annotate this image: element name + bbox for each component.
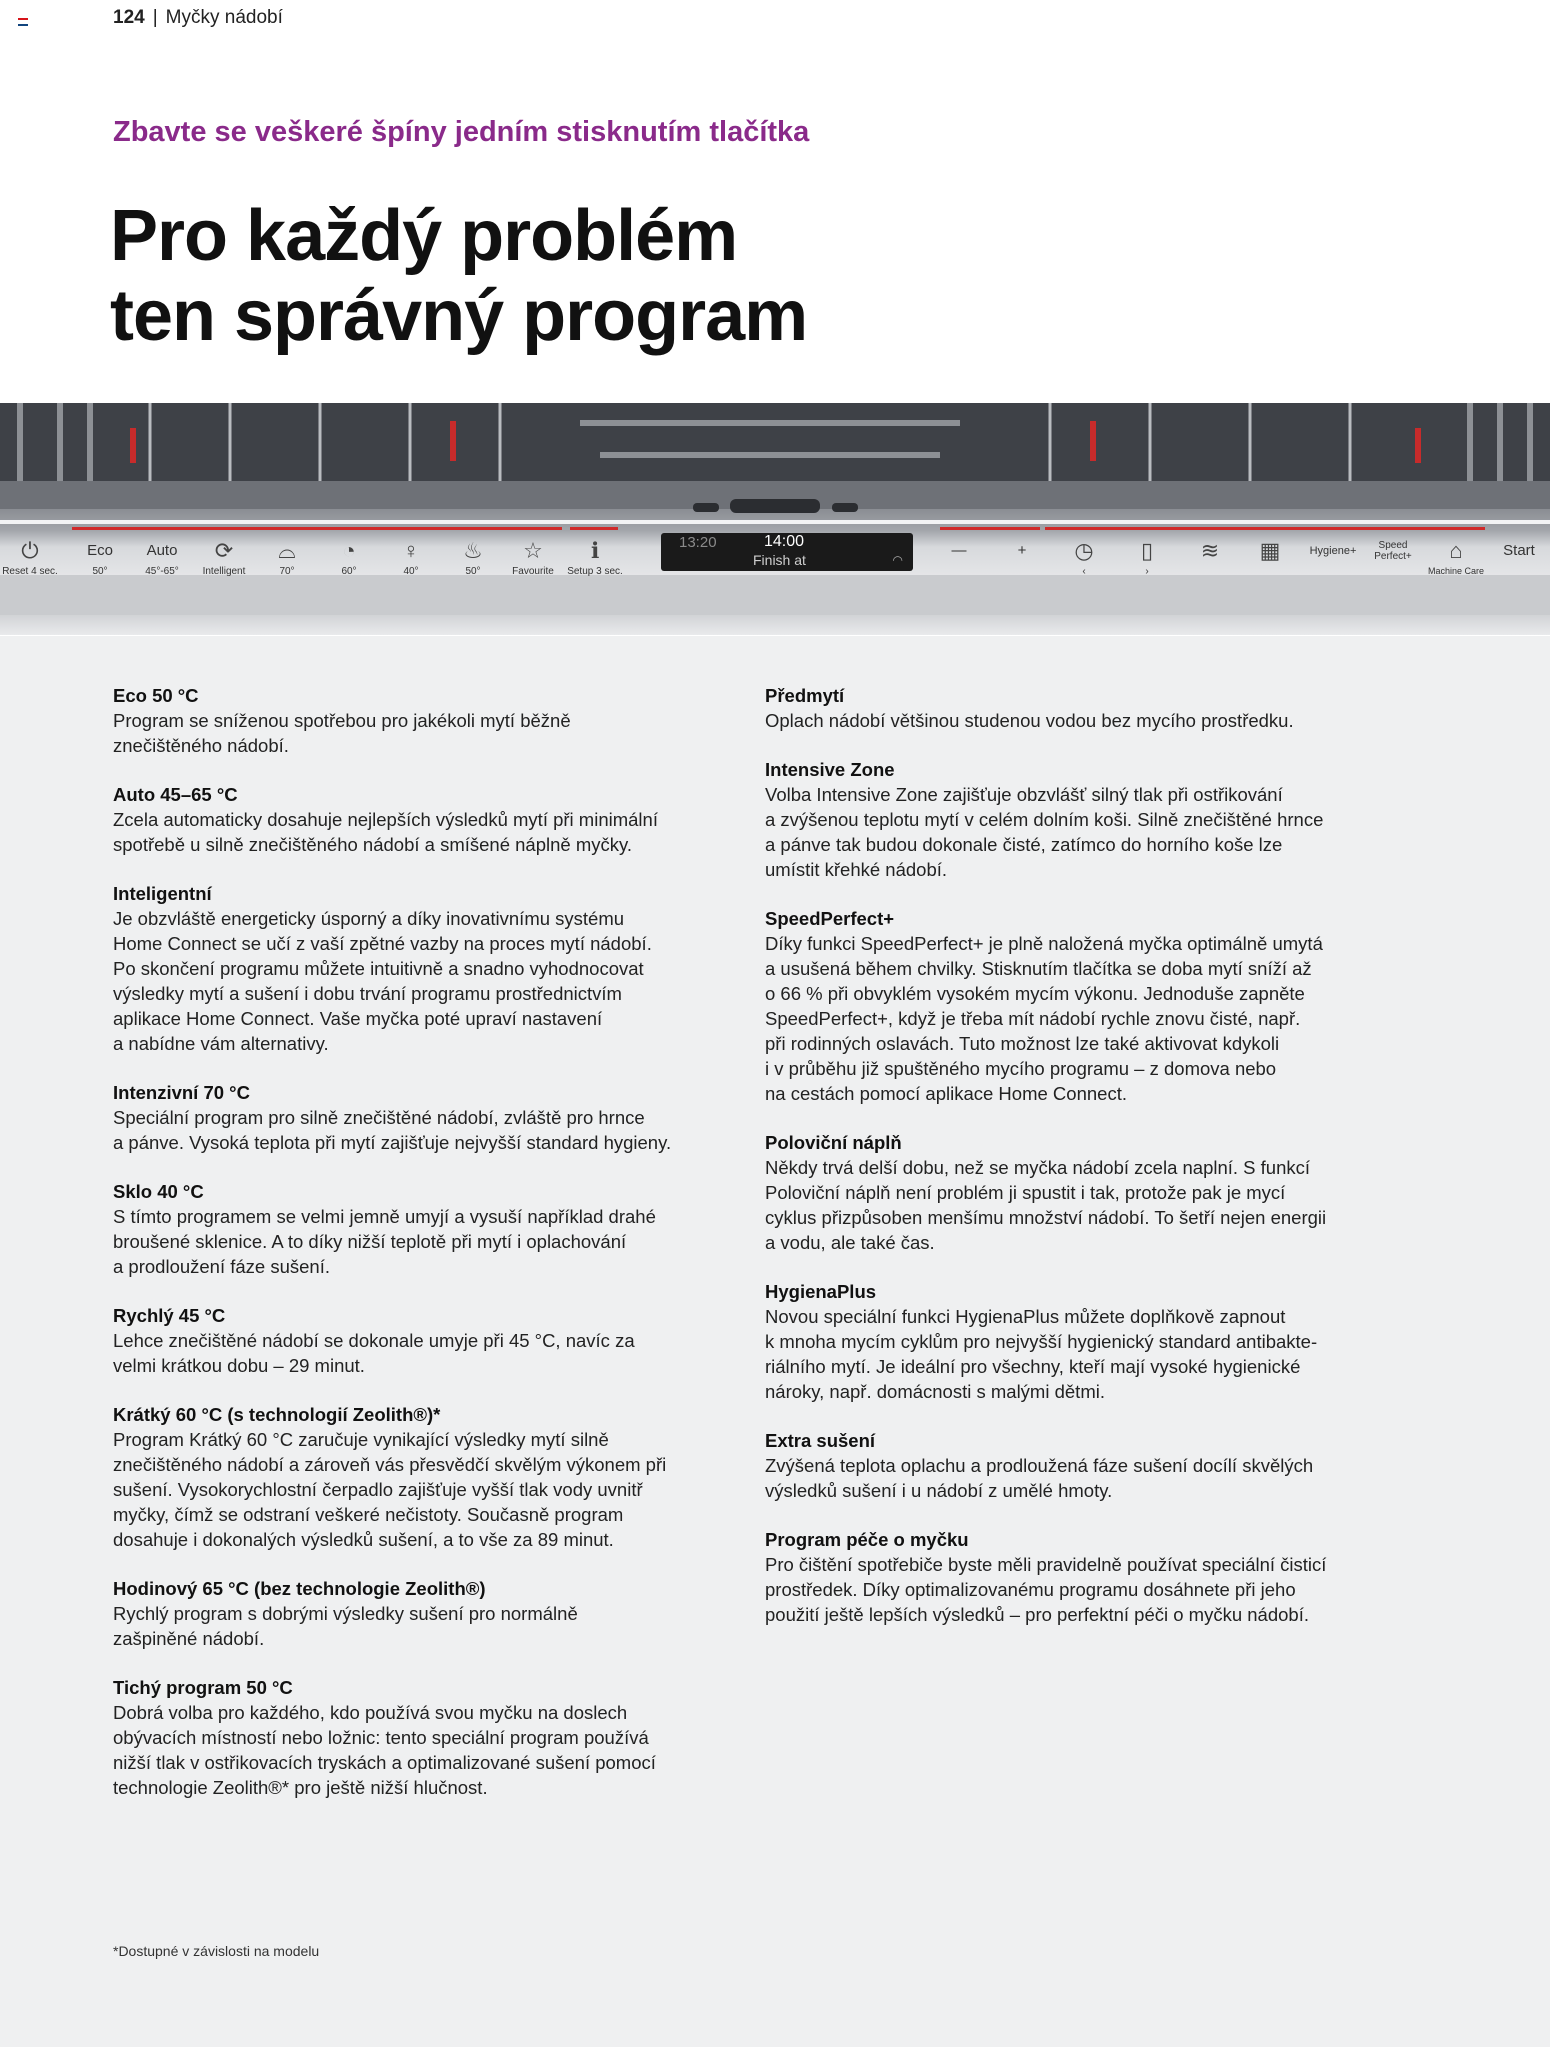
panel-button-intelligent[interactable] [191,540,257,577]
section-text: Rychlý program s dobrými výsledky sušení pro normálně zašpiněné nádobí. [113,1603,578,1649]
button-caption: 45°-65° [145,566,179,577]
left-column [113,683,733,1824]
panel-button-halfload[interactable] [1114,540,1180,577]
panel-button-plus[interactable] [989,540,1055,564]
panel-button-favourite[interactable] [500,540,566,577]
page-title [110,196,807,356]
section-title: Předmytí [765,685,845,706]
button-caption: 50° [465,566,481,577]
panel-button-intensive[interactable] [254,540,320,577]
section-text: Zvýšená teplota oplachu a prodloužená fáze sušení docílí skvělých výsledků sušení i u nádobí z umělé hmoty. [765,1455,1314,1501]
title-line-2: ten správný program [110,276,808,356]
section-text: Zcela automaticky dosahuje nejlepších výsledků mytí při minimální spotřebě u silně znečištěného nádobí a smíšené náplně myčky. [113,809,658,855]
footnote: *Dostupné v závislosti na modelu [113,1943,320,1959]
panel-red-accent-mid [570,527,618,530]
program-section [113,1576,733,1651]
program-section [113,1303,733,1378]
section-text: Pro čištění spotřebiče byste měli pravidelně používat speciální čisticí prostředek. Díky optimalizovanému programu dosáhnete při jeho použití ještě lepších výsledků – pro perfektní péči o myčku nádobí. [765,1554,1327,1625]
section-text: Oplach nádobí většinou studenou vodou bez mycího prostředku. [765,710,1294,731]
title-line-1: Pro každý problém [110,196,738,276]
button-caption: 50° [92,566,108,577]
button-caption: 70° [279,566,295,577]
section-title: Eco 50 °C [113,685,199,706]
button-label: Speed Perfect+ [1374,540,1412,562]
page-number: 124 [113,7,145,28]
section-name: Myčky nádobí [165,7,283,28]
section-title: Rychlý 45 °C [113,1305,226,1326]
panel-button-silence[interactable] [440,540,506,577]
panel-button-intensive-zone[interactable] [1237,540,1303,564]
right-column [765,683,1385,1651]
section-title: Program péče o myčku [765,1529,969,1550]
panel-button-timer[interactable] [1051,540,1117,577]
program-section [113,881,733,1056]
program-section [113,782,733,857]
section-text: Novou speciální funkci HygienaPlus můžete doplňkově zapnout k mnoha mycím cyklům pro nejvyšší hygienický standard antibakte- riálního mytí. Je ideální pro všechny, kteří mají vysoké hygienické nároky, např. domácnosti s malými dětmi. [765,1306,1318,1402]
panel-button-hygiene[interactable] [1298,540,1368,564]
section-title: Extra sušení [765,1430,876,1451]
panel-button-machine-care[interactable] [1423,540,1489,576]
option-section [765,906,1385,1106]
panel-button-glass[interactable] [378,540,444,577]
plus-icon: + [1017,542,1027,559]
button-caption: Intelligent [202,566,246,577]
flag-icon [18,18,28,26]
wifi-icon: ◠ [892,553,903,567]
section-text: Volba Intensive Zone zajišťuje obzvlášť silný tlak při ostřikování a zvýšenou teplotu mytí v celém dolním koši. Silně znečištěné hrnce a pánve tak budou dokonale čisté, zatímco do horního koše lze umístit křehké nádobí. [765,784,1324,880]
time-display [661,533,913,571]
star-icon: ☆ [523,538,543,563]
button-caption: Reset 4 sec. [2,566,58,577]
section-title: Sklo 40 °C [113,1181,204,1202]
dishwasher-panel-photo [0,403,1550,635]
section-title: HygienaPlus [765,1281,877,1302]
program-section [113,1080,733,1155]
display-time-dim: 13:20 [679,534,717,551]
program-section [113,1402,733,1552]
quick-icon: ◔ [342,538,356,563]
panel-button-reset[interactable] [0,540,63,577]
button-label: Eco [87,542,113,559]
section-title: Poloviční náplň [765,1132,902,1153]
section-text: Lehce znečištěné nádobí se dokonale umyje při 45 °C, navíc za velmi krátkou dobu – 29 minut. [113,1330,635,1376]
program-section [113,683,733,758]
section-text: Je obzvláště energeticky úsporný a díky inovativnímu systému Home Connect se učí z vaší zpětné vazby na proces mytí nádobí. Po skončení programu můžete intuitivně a snadno vyhodnocovat výsledky mytí a sušení i dobu trvání programu prostřednictvím aplikace Home Connect. Vaše myčka poté upraví nastavení a nabídne vám alternativy. [113,908,652,1054]
button-label: Start [1503,542,1535,559]
panel-button-setup[interactable] [562,540,628,577]
section-title: Intenzivní 70 °C [113,1082,250,1103]
display-time: 14:00 [764,533,805,550]
option-section [765,1428,1385,1503]
button-caption: Favourite [512,566,554,577]
section-title: Hodinový 65 °C (bez technologie Zeolith®) [113,1578,486,1599]
button-caption: Setup 3 sec. [567,566,623,577]
panel-button-auto[interactable] [129,540,195,577]
option-section [765,1527,1385,1627]
display-caption: Finish at [753,552,806,568]
pot-icon: ⌓ [278,538,296,563]
drying-icon: ▦ [1259,538,1281,563]
steam-icon: ≋ [1200,538,1220,563]
option-section [765,683,1385,733]
section-title: Inteligentní [113,883,212,904]
halfload-icon: ▯ [1140,538,1154,563]
info-icon: ℹ [590,538,600,563]
option-section [765,757,1385,882]
button-caption: ‹ [1082,566,1086,577]
panel-button-minus[interactable] [926,540,992,564]
section-text: S tímto programem se velmi jemně umyjí a vysuší například drahé broušené sklenice. A to díky nižší teplotě při mytí i oplachování a prodloužení fáze sušení. [113,1206,656,1277]
silence-icon: ♨ [463,538,483,563]
clock-icon: ◷ [1074,538,1094,563]
button-caption: › [1145,566,1149,577]
section-title: Intensive Zone [765,759,895,780]
panel-red-accent-left [72,527,562,530]
section-text: Program se sníženou spotřebou pro jakékoli mytí běžně znečištěného nádobí. [113,710,571,756]
program-section [113,1675,733,1800]
panel-red-accent-right [940,527,1040,530]
button-caption: Machine Care [1427,566,1485,576]
kicker-heading: Zbavte se veškeré špíny jedním stisknutím tlačítka [113,116,810,148]
section-text: Speciální program pro silně znečištěné nádobí, zvláště pro hrnce a pánve. Vysoká teplota při mytí zajišťuje nejvyšší standard hygieny. [113,1107,672,1153]
dishwasher-interior-illustration [0,403,1550,635]
section-title: Krátký 60 °C (s technologií Zeolith®)* [113,1404,441,1425]
panel-button-start[interactable] [1490,540,1548,564]
button-caption: 60° [341,566,357,577]
button-label: Auto [146,542,178,559]
section-title: SpeedPerfect+ [765,908,895,929]
panel-button-extra-dry[interactable] [1177,540,1243,564]
section-text: Díky funkci SpeedPerfect+ je plně naložená myčka optimálně umytá a usušená během chvilky. Stisknutím tlačítka se doba mytí sníží až o 66 % při obvyklém vysokém mycím výkonu. Jednoduše zapněte SpeedPerfect+, když je třeba mít nádobí rychle znovu čisté, např. při rodinných oslavách. Tuto možnost lze také aktivovat kdykoli i v průběhu již spuštěného mycího programu – z domova nebo na cestách pomocí aplikace Home Connect. [765,933,1323,1104]
panel-button-quick60[interactable] [316,540,382,577]
option-section [765,1130,1385,1255]
option-section [765,1279,1385,1404]
panel-button-eco[interactable] [67,540,133,577]
power-icon: ⏻ [21,538,39,563]
section-title: Auto 45–65 °C [113,784,238,805]
section-title: Tichý program 50 °C [113,1677,293,1698]
program-section [113,1179,733,1279]
intelligent-icon: ⟳ [214,538,234,563]
glass-icon: ♀ [402,538,420,563]
panel-red-accent-far [1045,527,1485,530]
content-area [0,636,1550,2047]
button-caption: 40° [403,566,419,577]
page-header [113,7,283,29]
minus-icon: — [951,542,967,559]
section-text: Program Krátký 60 °C zaručuje vynikající výsledky mytí silně znečištěného nádobí a zároveň vás přesvědčí skvělým výkonem při sušení. Vysokorychlostní čerpadlo zajišťuje vyšší tlak vody uvnitř myčky, čímž se odstraní veškeré nečistoty. Současně program dosahuje i dokonalých výsledků sušení, a to vše za 89 minut. [113,1429,667,1550]
machine-care-icon: ⌂ [1449,538,1463,563]
section-text: Dobrá volba pro každého, kdo používá svou myčku na doslech obývacích místností nebo ložnic: tento speciální program používá nižší tlak v ostřikovacích tryskách a optimalizované sušení pomocí technologie Zeolith®* pro ještě nižší hlučnost. [113,1702,656,1798]
panel-button-speedperfect[interactable] [1365,540,1421,564]
button-label: Hygiene+ [1309,545,1357,557]
section-text: Někdy trvá delší dobu, než se myčka nádobí zcela naplní. S funkcí Poloviční náplň není problém ji spustit i tak, protože pak je mycí cyklus přizpůsoben menšímu množství nádobí. To šetří nejen energii a vodu, ale také čas. [765,1157,1327,1253]
header-separator: | [152,7,158,28]
